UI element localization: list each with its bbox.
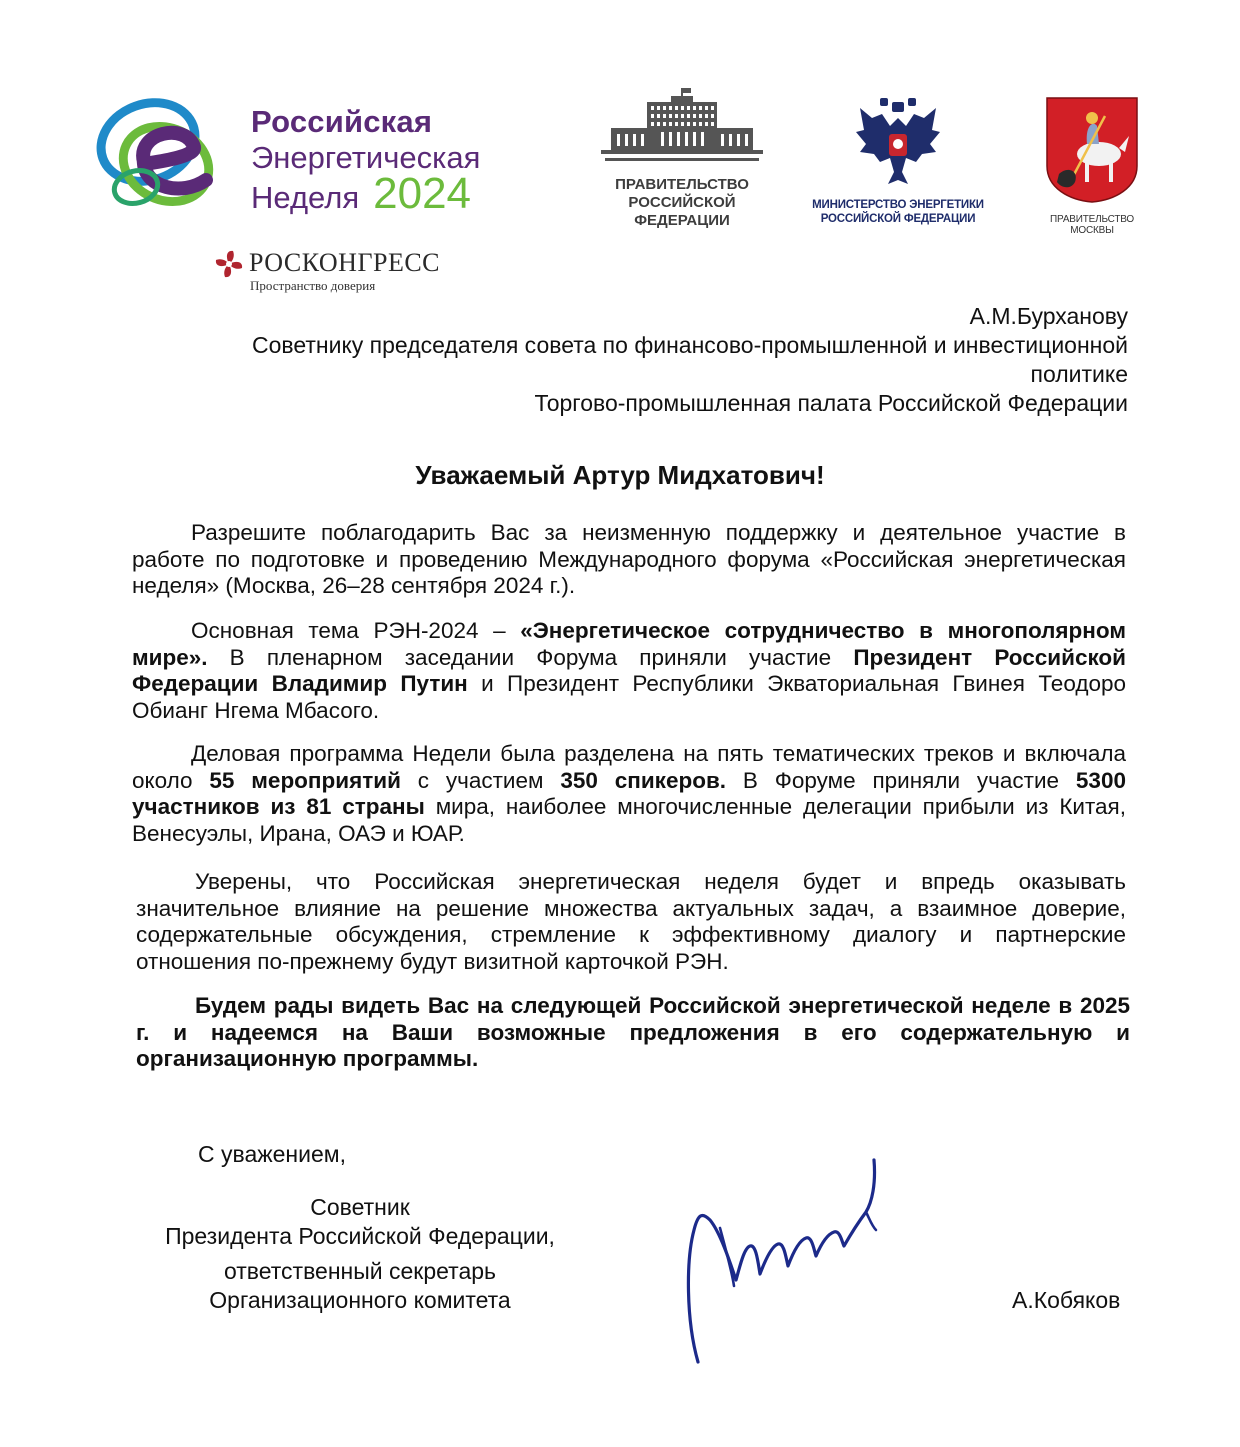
- salutation: Уважаемый Артур Мидхатович!: [415, 460, 825, 490]
- p2-text-2: В пленарном заседании Форума приняли участие: [207, 644, 854, 670]
- signer-title-line4: Организационного комитета: [209, 1287, 511, 1313]
- p3-text-3: В Форуме приняли участие: [726, 767, 1076, 793]
- addressee-position-line1: Советнику председателя совета по финансово-промышленной и инвестиционной: [251, 332, 1128, 358]
- government-rf-logo: [598, 88, 766, 230]
- signer-title-line1: Советник: [310, 1194, 410, 1220]
- ministry-of-energy-line1: МИНИСТЕРСТВО ЭНЕРГЕТИКИ: [812, 199, 984, 211]
- closing-regards: С уважением,: [198, 1141, 346, 1167]
- p2-president-bold: Президент Российской Федерации Владимир Путин: [132, 644, 1126, 696]
- p3-events-bold: 55 мероприятий: [209, 767, 401, 793]
- addressee-name: А.М.Бурханову: [969, 303, 1128, 329]
- white-house-building-icon: [601, 88, 763, 168]
- addressee-organization: Торгово-промышленная палата Российской Федерации: [534, 390, 1128, 416]
- paragraph-confidence: Уверены, что Российская энергетическая неделя будет и впредь оказывать значительное влияние на решение множества актуальных задач, а взаимное доверие, содержательные обсуждения, стремление к эффективному диалогу и партнерские отношения по-прежнему будут визитной карточкой РЭН.: [136, 869, 1126, 974]
- ren-logo-year: 2024: [373, 169, 472, 218]
- p3-text-4: мира, наиболее многочисленные делегации прибыли из Китая, Венесуэлы, Ирана, ОАЭ и ЮАР.: [132, 794, 1126, 846]
- moscow-government-logo: [1028, 96, 1156, 236]
- paragraph-theme: [132, 618, 1126, 724]
- addressee-position-line2: политике: [1030, 361, 1128, 387]
- ministry-of-energy-line2: РОССИЙСКОЙ ФЕДЕРАЦИИ: [820, 213, 976, 225]
- p3-speakers-bold: 350 спикеров.: [560, 767, 727, 793]
- ren-emblem-icon: [96, 92, 241, 217]
- p2-text-1: Основная тема РЭН-2024 –: [191, 618, 521, 643]
- moscow-government-text: ПРАВИТЕЛЬСТВО МОСКВЫ: [1050, 214, 1134, 236]
- roscongress-name: РОСКОНГРЕСС: [249, 248, 441, 277]
- ministry-of-energy-text: [812, 198, 984, 226]
- p2-theme-bold: «Энергетическое сотрудничество в многополярном мире».: [132, 618, 1126, 670]
- government-rf-line2: РОССИЙСКОЙ: [628, 194, 736, 211]
- ren-logo-text: [251, 104, 480, 222]
- signer-title-line2: Президента Российской Федерации,: [165, 1223, 555, 1249]
- p3-participants-bold: 5300 участников из 81 страны: [132, 767, 1126, 819]
- government-rf-text: [598, 176, 766, 230]
- paragraph-program: [132, 741, 1126, 847]
- ren-logo-line1: Российская: [251, 104, 433, 139]
- signer-title-line3: ответственный секретарь: [223, 1258, 497, 1284]
- moscow-coat-of-arms-icon: [1045, 96, 1139, 204]
- p3-text-2: с участием: [400, 767, 561, 793]
- double-headed-eagle-icon: [850, 96, 946, 192]
- roscongress-flower-icon: [213, 248, 245, 280]
- p3-text-1: Деловая программа Недели была разделена на пять тематических треков и включала около: [132, 741, 1126, 793]
- signer-name: А.Кобяков: [1012, 1287, 1121, 1313]
- handwritten-signature: [680, 1150, 895, 1370]
- roscongress-slogan: Пространство доверия: [250, 278, 376, 293]
- ren-logo-line3: Неделя: [251, 180, 360, 215]
- addressee-block: [128, 302, 1128, 418]
- government-rf-line3: ФЕДЕРАЦИИ: [634, 212, 730, 229]
- government-rf-line1: ПРАВИТЕЛЬСТВО: [615, 176, 749, 193]
- roscongress-logo: [213, 246, 473, 296]
- p2-text-3: и Президент Республики Экваториальная Гвинея Теодоро Обианг Нгема Мбасого.: [132, 671, 1127, 723]
- ren-2024-logo: [96, 92, 516, 232]
- paragraph-invitation: Будем рады видеть Вас на следующей Российской энергетической неделе в 2025 г. и надеемся на Ваши возможные предложения в его содержательную и организационную программы.: [136, 993, 1130, 1071]
- paragraph-gratitude: Разрешите поблагодарить Вас за неизменную поддержку и деятельное участие в работе по подготовке и проведению Международного форума «Российская энергетическая неделя» (Москва, 26–28 сентября 2024 г.).: [132, 520, 1126, 598]
- ren-logo-line2: Энергетическая: [251, 140, 481, 175]
- ministry-of-energy-logo: [812, 96, 984, 236]
- signer-title-block: [130, 1193, 590, 1315]
